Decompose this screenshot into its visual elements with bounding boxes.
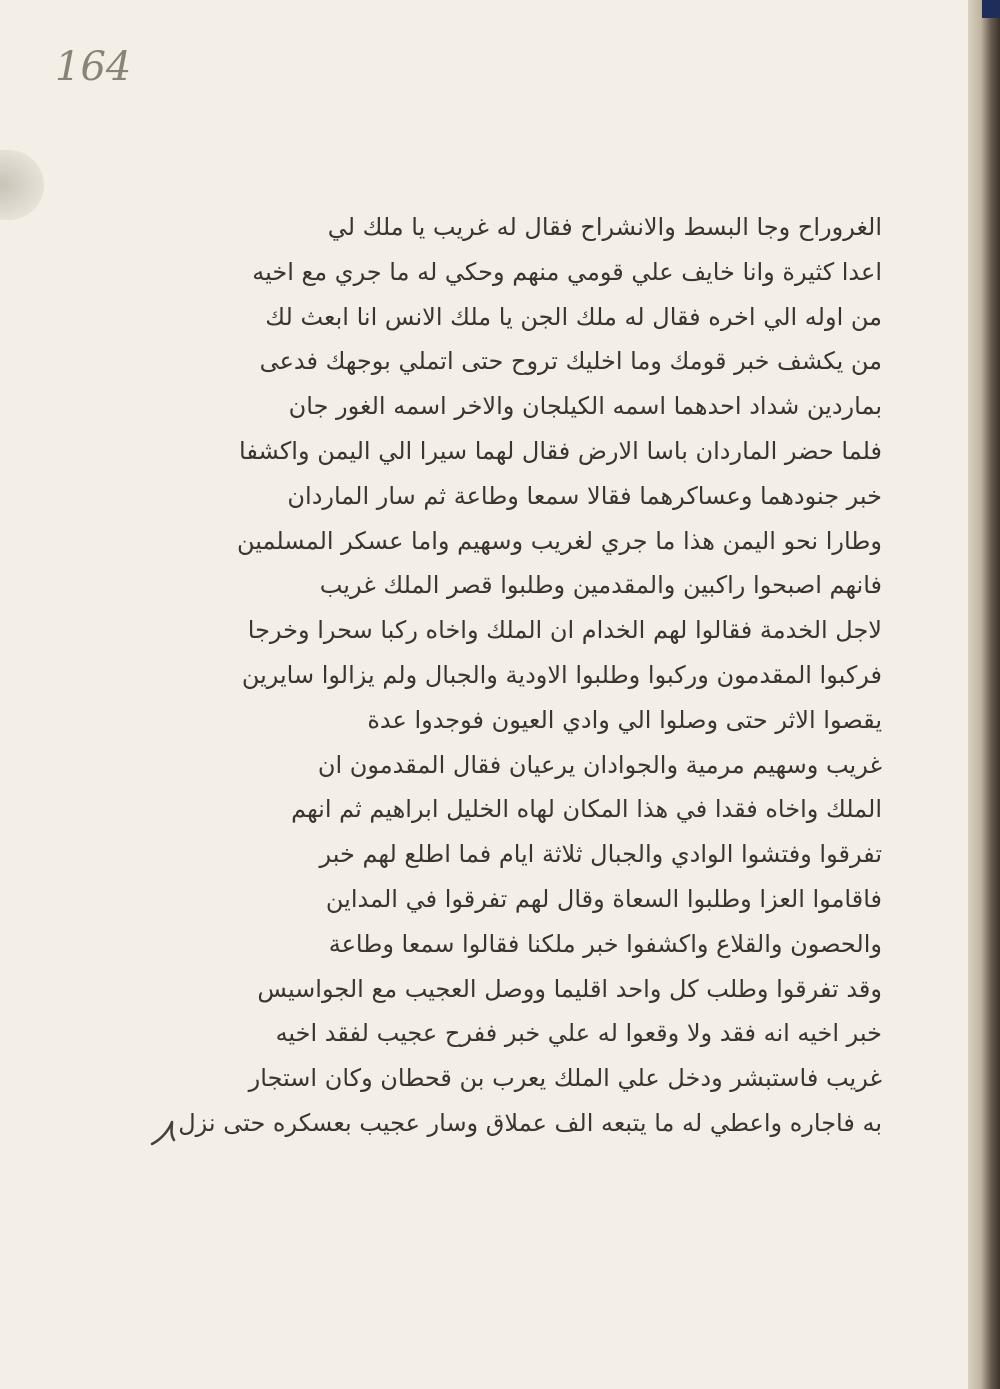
book-spine-edge (968, 0, 1000, 1389)
text-line-17: والحصون والقلاع واكشفوا خبر ملكنا فقالوا سمعا وطاعة (328, 929, 882, 958)
text-line-19: خبر اخيه انه فقد ولا وقعوا له علي خبر ففرح عجيب لفقد اخيه (275, 1019, 882, 1048)
text-line-2: اعدا كثيرة وانا خايف علي قومي منهم وحكي له ما جري مع اخيه (252, 257, 882, 286)
text-line-7: خبر جنودهما وعساكرهما فقالا سمعا وطاعة ثم سار الماردان (287, 481, 882, 510)
text-line-9: فانهم اصبحوا راكبين والمقدمين وطلبوا قصر الملك غريب (319, 571, 882, 600)
page-number: 164 (55, 44, 132, 90)
text-line-8: وطارا نحو اليمن هذا ما جري لغريب وسهيم واما عسكر المسلمين (236, 526, 882, 555)
text-line-11: فركبوا المقدمون وركبوا وطلبوا الاودية والجبال ولم يزالوا سايرين (241, 660, 882, 689)
text-line-10: لاجل الخدمة فقالوا لهم الخدام ان الملك واخاه ركبا سحرا وخرجا (247, 616, 882, 645)
text-line-14: الملك واخاه فقدا في هذا المكان لهاه الخليل ابراهيم ثم انهم (291, 795, 882, 824)
text-line-20: غريب فاستبشر ودخل علي الملك يعرب بن قحطان وكان استجار (248, 1064, 882, 1093)
binding-clip-shadow (0, 150, 44, 220)
text-line-5: بماردين شداد احدهما اسمه الكيلجان والاخر اسمه الغور جان (288, 392, 882, 421)
text-line-15: تفرقوا وفتشوا الوادي والجبال ثلاثة ايام فما اطلع لهم خبر (319, 840, 882, 869)
manuscript-text-block (140, 205, 882, 1146)
text-line-16: فاقاموا العزا وطلبوا السعاة وقال لهم تفرقوا في المداين (325, 884, 882, 913)
text-line-12: يقصوا الاثر حتى وصلوا الي وادي العيون فوجدوا عدة (367, 705, 882, 734)
text-line-6: فلما حضر الماردان باسا الارض فقال لهما سيرا الي اليمن واكشفا (239, 436, 882, 465)
text-line-21: به فاجاره واعطي له ما يتبعه الف عملاق وسار عجيب بعسكره حتى نزل (178, 1108, 882, 1137)
color-reference-tab (982, 0, 1000, 18)
text-line-1: الغروراح وجا البسط والانشراح فقال له غريب يا ملك لي (327, 213, 882, 241)
text-line-18: وقد تفرقوا وطلب كل واحد اقليما ووصل العجيب مع الجواسيس (257, 974, 882, 1003)
margin-stroke-mark (148, 1118, 182, 1148)
text-line-4: من يكشف خبر قومك وما اخليك تروح حتى اتملي بوجهك فدعى (259, 347, 882, 376)
text-line-3: من اوله الي اخره فقال له ملك الجن يا ملك الانس انا ابعث لك (265, 302, 882, 331)
text-line-13: غريب وسهيم مرمية والجوادان يرعيان فقال المقدمون ان (317, 750, 882, 779)
